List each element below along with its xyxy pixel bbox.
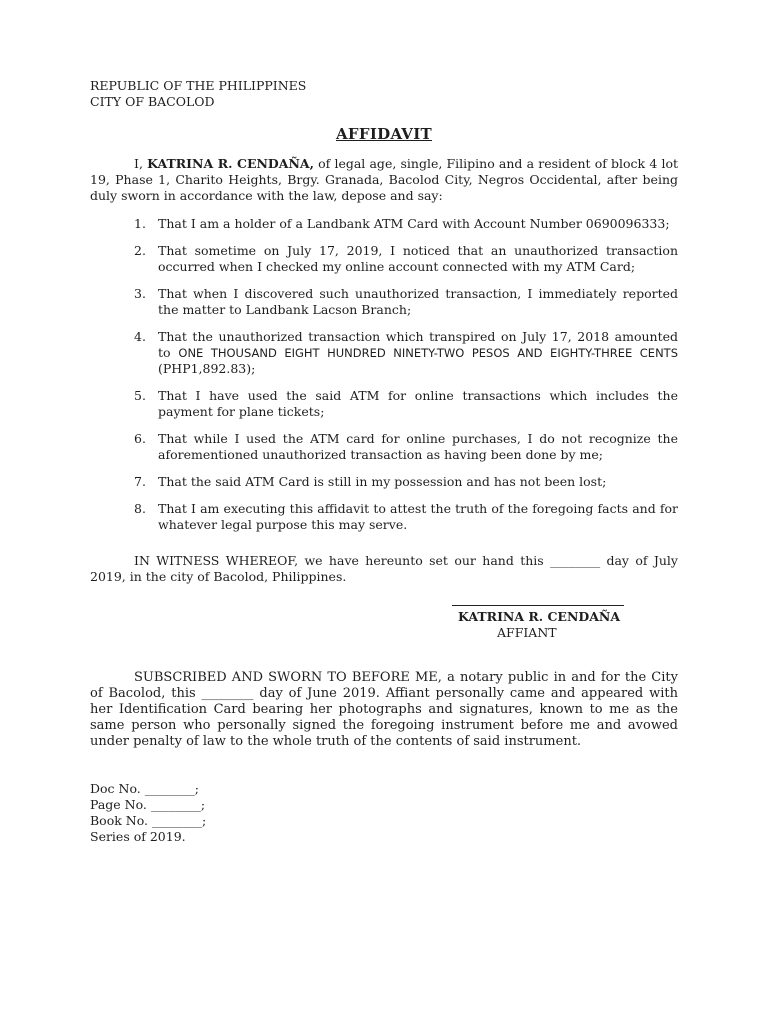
list-item xyxy=(134,216,678,232)
item-number: 2. xyxy=(134,243,146,258)
document-title: AFFIDAVIT xyxy=(335,125,433,143)
item-text xyxy=(158,329,678,377)
amount-in-words: ONE THOUSAND EIGHT HUNDRED NINETY-TWO PESOS AND EIGHTY-THREE CENTS xyxy=(178,346,678,360)
affiant-name-intro: KATRINA R. CENDAÑA, xyxy=(147,156,314,171)
item-text: That I am executing this affidavit to attest the truth of the foregoing facts and for whatever legal purpose this may serve. xyxy=(158,501,678,532)
item-text: That when I discovered such unauthorized transaction, I immediately reported the matter to Landbank Lacson Branch; xyxy=(158,286,678,317)
item-text: That the said ATM Card is still in my possession and has not been lost; xyxy=(158,474,607,489)
intro-paragraph xyxy=(90,156,678,204)
item-number: 6. xyxy=(134,431,146,446)
page-number: Page No. ________; xyxy=(90,797,206,812)
intro-text: of legal age, single, Filipino and a resident of block 4 lot 19, Phase 1, Charito Heights, Brgy. Granada, Bacolod City, Negros Occidental, after being duly sworn in accordance with the law, depose and say: xyxy=(90,156,678,203)
item-number: 8. xyxy=(134,501,146,516)
list-item xyxy=(134,286,678,318)
item-text-part: (PHP1,892.83); xyxy=(158,361,256,376)
list-item xyxy=(134,474,678,490)
item-number: 1. xyxy=(134,216,146,231)
item-number: 7. xyxy=(134,474,146,489)
item-text: That I am a holder of a Landbank ATM Card with Account Number 0690096333; xyxy=(158,216,670,231)
item-text: That while I used the ATM card for online purchases, I do not recognize the aforementioned unauthorized transaction as having been done by me; xyxy=(158,431,678,462)
statement-list xyxy=(134,216,678,544)
doc-number: Doc No. ________; xyxy=(90,781,199,796)
list-item xyxy=(134,243,678,275)
item-text: That sometime on July 17, 2019, I noticed that an unauthorized transaction occurred when I checked my online account connected with my ATM Card; xyxy=(158,243,678,274)
header-republic: REPUBLIC OF THE PHILIPPINES xyxy=(90,78,307,93)
book-number: Book No. ________; xyxy=(90,813,207,828)
item-number: 5. xyxy=(134,388,146,403)
item-number: 4. xyxy=(134,329,146,344)
header-city: CITY OF BACOLOD xyxy=(90,94,215,109)
list-item xyxy=(134,501,678,533)
signature-role: AFFIANT xyxy=(497,625,557,640)
item-number: 3. xyxy=(134,286,146,301)
witness-paragraph: IN WITNESS WHEREOF, we have hereunto set our hand this ________ day of July 2019, in the city of Bacolod, Philippines. xyxy=(90,553,678,584)
signature-name: KATRINA R. CENDAÑA xyxy=(458,609,621,624)
series-year: Series of 2019. xyxy=(90,829,186,844)
notary-paragraph: SUBSCRIBED AND SWORN TO BEFORE ME, a notary public in and for the City of Bacolod, this ________ day of June 2019. Affiant personally came and appeared with her Identification Card bearing her photographs and signatures, known to me as the same person who personally signed the foregoing instrument before me and avowed under penalty of law to the whole truth of the contents of said instrument. xyxy=(90,670,678,749)
list-item xyxy=(134,329,678,377)
item-text-part: That the unauthorized transaction which transpired on July 17, 2018 amounted to xyxy=(158,329,678,360)
item-text: That I have used the said ATM for online transactions which includes the payment for plane tickets; xyxy=(158,388,678,419)
list-item xyxy=(134,388,678,420)
list-item xyxy=(134,431,678,463)
signature-line xyxy=(452,605,624,606)
intro-prefix: I, xyxy=(134,156,148,171)
